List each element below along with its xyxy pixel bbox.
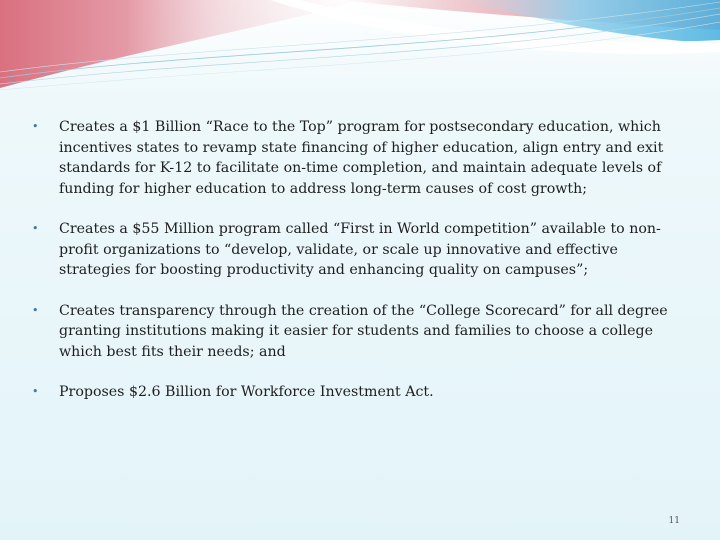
bullet-marker: • — [32, 120, 39, 133]
bullet-marker: • — [32, 303, 39, 317]
bullet-item — [32, 219, 692, 281]
red-band-shape — [0, 0, 360, 88]
bullet-text: Creates a $55 Million program called “First in World competition” available to non-profit organizations to “develop, validate, or scale up innovative and effective strategies for boosting productivity and enhancing quality on campuses”; — [59, 221, 661, 278]
bullet-marker: • — [32, 222, 39, 235]
slide-number: 11 — [668, 516, 680, 526]
header-swoosh-decoration — [0, 0, 720, 110]
bullet-item — [32, 382, 692, 403]
bullet-text: Creates a $1 Billion “Race to the Top” program for postsecondary education, which incentives states to revamp state financing of higher education, align entry and exit standards for K-12 to facilitate on-time completion, and maintain adequate levels of funding for higher education to address long-term causes of cost growth; — [59, 119, 664, 197]
bullet-marker: • — [32, 385, 39, 398]
bullet-item — [32, 117, 692, 199]
bullet-list — [32, 117, 692, 403]
bullet-text: Proposes $2.6 Billion for Workforce Investment Act. — [59, 384, 434, 400]
bullet-item — [32, 301, 692, 363]
bullet-text: Creates transparency through the creation of the “College Scorecard” for all degree granting institutions making it easier for students and families to choose a college which best fits their needs; and — [59, 302, 668, 360]
